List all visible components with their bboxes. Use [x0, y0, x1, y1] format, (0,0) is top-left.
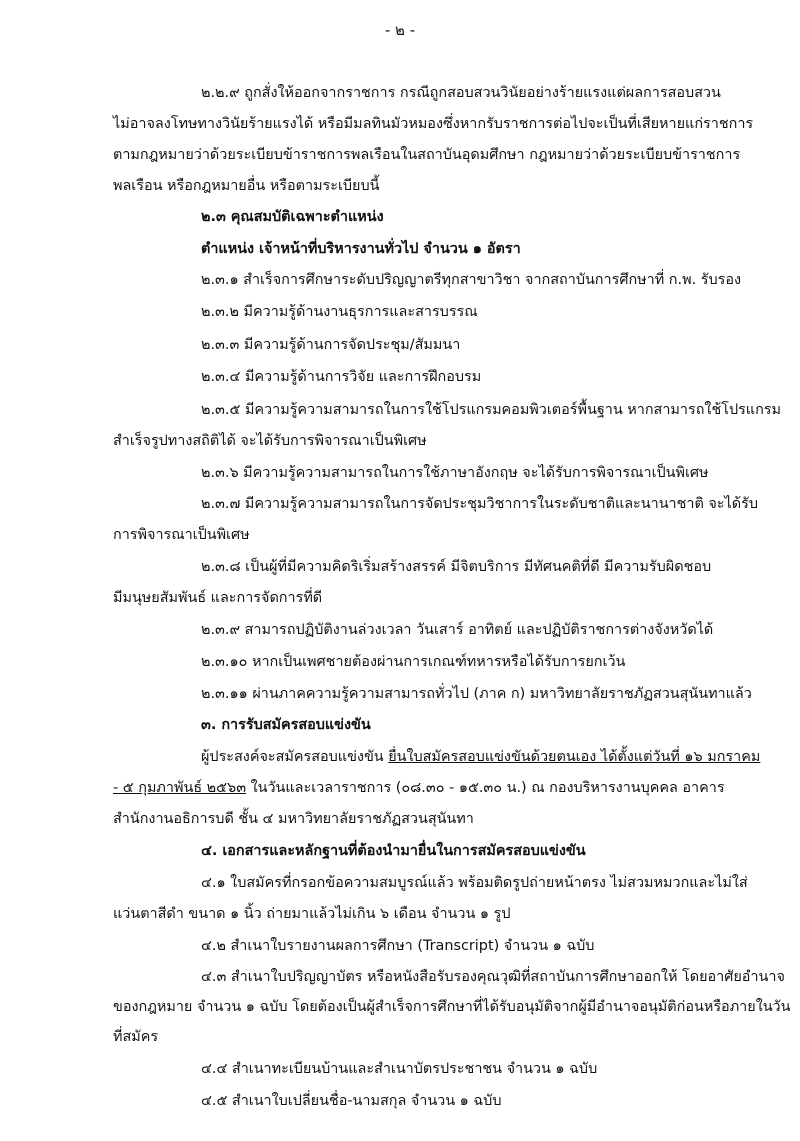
clause-2-3-11: ๒.๓.๑๑ ผ่านภาคความรู้ความสามารถทั่วไป (ภาค ก) มหาวิทยาลัยราชภัฏสวนสุนันทาแล้ว [201, 686, 752, 702]
clause-2-3-3: ๒.๓.๓ มีความรู้ด้านการจัดประชุม/สัมมนา [201, 337, 461, 353]
section-3-para-line-1 [201, 748, 760, 766]
clause-2-2-9-line-3: ตามกฎหมายว่าด้วยระเบียบข้าราชการพลเรือนในสถาบันอุดมศึกษา กฎหมายว่าด้วยระเบียบข้าราชการ [113, 147, 741, 163]
clause-2-2-9-line-1: ๒.๒.๙ ถูกสั่งให้ออกจากราชการ กรณีถูกสอบสวนวินัยอย่างร้ายแรงแต่ผลการสอบสวน [201, 85, 721, 101]
clause-2-3-9: ๒.๓.๙ สามารถปฏิบัติงานล่วงเวลา วันเสาร์ อาทิตย์ และปฏิบัติราชการต่างจังหวัดได้ [201, 622, 714, 638]
section-4-heading: ๔. เอกสารและหลักฐานที่ต้องนำมายื่นในการสมัครสอบแข่งขัน [201, 843, 586, 859]
clause-2-3-4: ๒.๓.๔ มีความรู้ด้านการวิจัย และการฝึกอบรม [201, 369, 482, 385]
clause-2-3-6: ๒.๓.๖ มีความรู้ความสามารถในการใช้ภาษาอังกฤษ จะได้รับการพิจารณาเป็นพิเศษ [201, 465, 709, 481]
office-hours-location: ในวันและเวลาราชการ (๐๘.๓๐ - ๑๕.๓๐ น.) ณ กองบริหารงานบุคคล อาคาร [246, 780, 725, 796]
clause-2-3-5-line-1: ๒.๓.๕ มีความรู้ความสามารถในการใช้โปรแกรมคอมพิวเตอร์พื้นฐาน หากสามารถใช้โปรแกรม [201, 402, 782, 418]
section-3-para-intro: ผู้ประสงค์จะสมัครสอบแข่งขัน [201, 749, 389, 765]
clause-2-3-8-line-1: ๒.๓.๘ เป็นผู้ที่มีความคิดริเริ่มสร้างสรรค์ มีจิตบริการ มีทัศนคติที่ดี มีความรับผิดชอบ [201, 559, 712, 575]
clause-2-3-2: ๒.๓.๒ มีความรู้ด้านงานธุรการและสารบรรณ [201, 304, 478, 320]
clause-2-2-9-line-2: ไม่อาจลงโทษทางวินัยร้ายแรงได้ หรือมีมลทินมัวหมองซึ่งหากรับราชการต่อไปจะเป็นที่เสียหายแก่ราชการ [113, 116, 754, 132]
clause-4-1-line-1: ๔.๑ ใบสมัครที่กรอกข้อความสมบูรณ์แล้ว พร้อมติดรูปถ่ายหน้าตรง ไม่สวมหมวกและไม่ใส่ [201, 875, 748, 891]
clause-4-2: ๔.๒ สำเนาใบรายงานผลการศึกษา (Transcript) จำนวน ๑ ฉบับ [201, 938, 595, 954]
application-period-start: ยื่นใบสมัครสอบแข่งขันด้วยตนเอง ได้ตั้งแต่วันที่ ๑๖ มกราคม [388, 749, 761, 765]
clause-4-3-line-2: ของกฎหมาย จำนวน ๑ ฉบับ โดยต้องเป็นผู้สำเร็จการศึกษาที่ได้รับอนุมัติจากผู้มีอำนาจอนุมัติก่อนหรือภายในวัน [113, 999, 791, 1015]
section-3-para-line-3: สำนักงานอธิการบดี ชั้น ๔ มหาวิทยาลัยราชภัฏสวนสุนันทา [113, 811, 474, 827]
clause-4-4: ๔.๔ สำเนาทะเบียนบ้านและสำเนาบัตรประชาชน จำนวน ๑ ฉบับ [201, 1061, 598, 1077]
clause-4-3-line-3: ที่สมัคร [113, 1029, 159, 1045]
clause-2-3-1: ๒.๓.๑ สำเร็จการศึกษาระดับปริญญาตรีทุกสาขาวิชา จากสถาบันการศึกษาที่ ก.พ. รับรอง [201, 272, 741, 288]
clause-2-3-5-line-2: สำเร็จรูปทางสถิติได้ จะได้รับการพิจารณาเป็นพิเศษ [113, 433, 427, 449]
section-2-3-heading: ๒.๓ คุณสมบัติเฉพาะตำแหน่ง [201, 209, 384, 225]
clause-2-3-7-line-1: ๒.๓.๗ มีความรู้ความสามารถในการจัดประชุมวิชาการในระดับชาติและนานาชาติ จะได้รับ [201, 496, 758, 512]
clause-4-5: ๔.๕ สำเนาใบเปลี่ยนชื่อ-นามสกุล จำนวน ๑ ฉบับ [201, 1093, 502, 1109]
section-3-para-line-2 [113, 779, 725, 797]
clause-2-3-7-line-2: การพิจารณาเป็นพิเศษ [113, 527, 250, 543]
section-3-heading: ๓. การรับสมัครสอบแข่งขัน [201, 717, 371, 733]
application-period-end: - ๕ กุมภาพันธ์ ๒๕๖๓ [113, 780, 247, 796]
position-heading: ตำแหน่ง เจ้าหน้าที่บริหารงานทั่วไป จำนวน ๑ อัตรา [201, 241, 521, 257]
clause-4-1-line-2: แว่นตาสีดำ ขนาด ๑ นิ้ว ถ่ายมาแล้วไม่เกิน ๖ เดือน จำนวน ๑ รูป [113, 906, 511, 922]
clause-2-2-9-line-4: พลเรือน หรือกฎหมายอื่น หรือตามระเบียบนี้ [113, 178, 380, 194]
clause-4-3-line-1: ๔.๓ สำเนาใบปริญญาบัตร หรือหนังสือรับรองคุณวุฒิที่สถาบันการศึกษาออกให้ โดยอาศัยอำนาจ [201, 969, 785, 985]
clause-2-3-10: ๒.๓.๑๐ หากเป็นเพศชายต้องผ่านการเกณฑ์ทหารหรือได้รับการยกเว้น [201, 654, 626, 670]
page-number: - ๒ - [384, 21, 416, 39]
clause-2-3-8-line-2: มีมนุษยสัมพันธ์ และการจัดการที่ดี [113, 590, 323, 606]
